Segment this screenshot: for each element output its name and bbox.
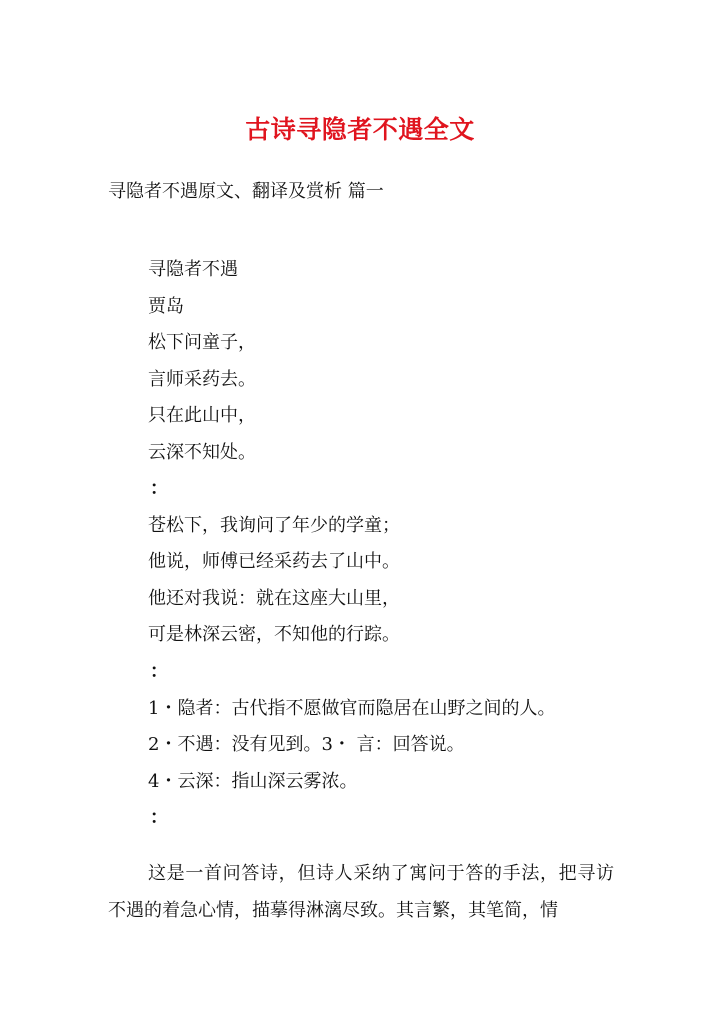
poem-content — [148, 252, 555, 837]
poem-line: 言师采药去。 — [148, 368, 256, 390]
poem-line: 只在此山中， — [148, 405, 256, 427]
note-line: 4・云深：指山深云雾浓。 — [148, 770, 358, 792]
section-marker: ： — [150, 478, 168, 500]
translation-line: 可是林深云密，不知他的行踪。 — [148, 624, 400, 646]
section-marker: ： — [150, 807, 168, 829]
poem-author: 贾岛 — [148, 295, 184, 317]
section-marker: ： — [150, 661, 168, 683]
note-line: 1・隐者：古代指不愿做官而隐居在山野之间的人。 — [148, 697, 556, 719]
translation-line: 他还对我说：就在这座大山里， — [148, 587, 400, 609]
document-title: 古诗寻隐者不遇全文 — [245, 115, 475, 144]
poem-line: 松下问童子， — [148, 332, 256, 354]
translation-line: 他说，师傅已经采药去了山中。 — [148, 551, 400, 573]
poem-title: 寻隐者不遇 — [148, 259, 238, 280]
translation-line: 苍松下，我询问了年少的学童； — [148, 514, 400, 536]
section-heading: 寻隐者不遇原文、翻译及赏析 篇一 — [108, 181, 384, 202]
poem-line: 云深不知处。 — [148, 441, 256, 463]
appreciation-paragraph: 这是一首问答诗，但诗人采纳了寓问于答的手法，把寻访不遇的着急心情，描摹得淋漓尽致。其言繁，其笔简，情 — [108, 863, 614, 921]
note-line: 2・不遇：没有见到。3・ 言：回答说。 — [148, 734, 465, 756]
